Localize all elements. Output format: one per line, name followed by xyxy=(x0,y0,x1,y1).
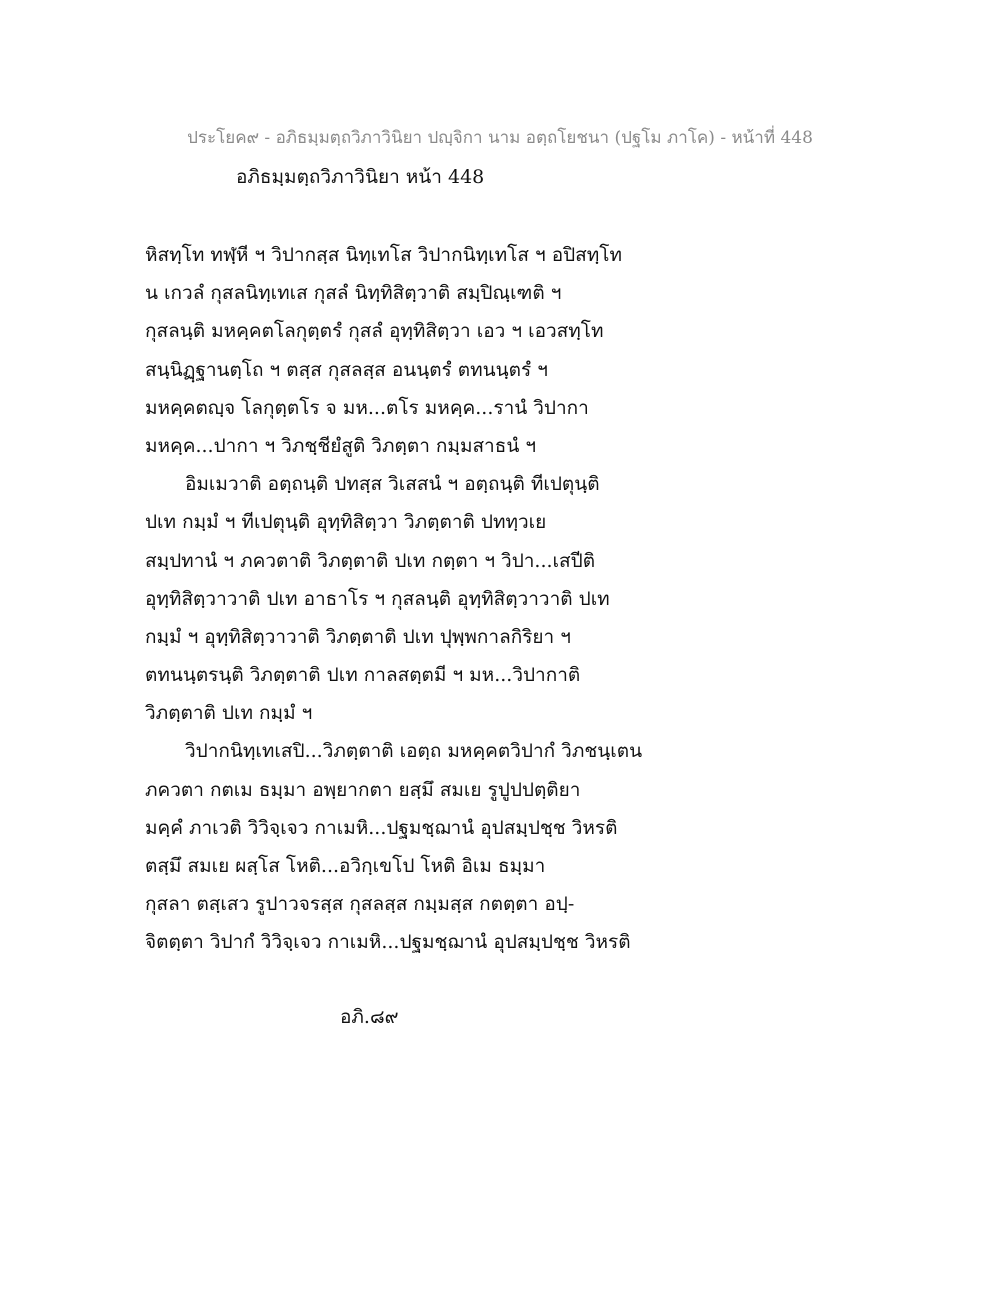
text-line: กมฺมํ ฯ อุทฺทิสิตฺวาวาติ วิภตฺตาติ ปเท ปุพฺพกาลกิริยา ฯ xyxy=(145,625,571,648)
text-line: มหคฺคตญฺจ โลกุตฺตโร จ มห...ตโร มหคฺค...รานํ วิปากา xyxy=(145,396,589,419)
text-line: วิปากนิทฺเทเสปิ...วิภตฺตาติ เอตฺถ มหคฺคตวิปากํ วิภชนฺเตน xyxy=(185,740,643,763)
text-line: อุทฺทิสิตฺวาวาติ ปเท อาธาโร ฯ กุสลนฺติ อุทฺทิสิตฺวาวาติ ปเท xyxy=(145,587,610,610)
text-line: สนฺนิฏฺฐานตฺโถ ฯ ตสฺส กุสลสฺส อนนฺตรํ ตทนนฺตรํ ฯ xyxy=(145,358,548,381)
body-text xyxy=(145,236,705,962)
text-line: น เกวลํ กุสลนิทฺเทเส กุสลํ นิทฺทิสิตฺวาติ สมฺปิณฺเฑติ ฯ xyxy=(145,282,562,305)
text-line: จิตตฺตา วิปากํ วิวิจฺเจว กาเมหิ...ปฐมชฺฌานํ อุปสมฺปชฺช วิหรติ xyxy=(145,931,631,954)
running-header xyxy=(0,124,1000,151)
text-line: กุสลา ตสฺเสว รูปาวจรสฺส กุสลสฺส กมฺมสฺส กตตฺตา อปฺ- xyxy=(145,893,575,916)
text-line: อิมเมวาติ อตฺถนฺติ ปทสฺส วิเสสนํ ฯ อตฺถนฺติ ทีเปตุนฺติ xyxy=(185,473,600,496)
text-line: วิภตฺตาติ ปเท กมฺมํ ฯ xyxy=(145,702,313,725)
text-line: ปเท กมฺมํ ฯ ทีเปตุนฺติ อุทฺทิสิตฺวา วิภตฺตาติ ปททฺวเย xyxy=(145,511,547,534)
text-line: ภควตา กตเม ธมฺมา อพฺยากตา ยสฺมึ สมเย รูปูปปตฺติยา xyxy=(145,778,581,801)
text-line: ตทนนฺตรนฺติ วิภตฺตาติ ปเท กาลสตฺตมี ฯ มห...วิปากาติ xyxy=(145,664,581,687)
text-line: หิสทฺโท ทฬฺหี ฯ วิปากสฺส นิทฺเทโส วิปากนิทฺเทโส ฯ อปิสทฺโท xyxy=(145,244,623,266)
page-heading: อภิธมฺมตฺถวิภาวินิยา หน้า 448 xyxy=(236,166,485,188)
running-title: ประโยค๙ - อภิธมฺมตฺถวิภาวินิยา ปญฺจิกา นาม อตฺถโยชนา (ปฐโม ภาโค) - หน้าที่ 448 xyxy=(187,128,813,148)
text-line: มหคฺค...ปากา ฯ วิภชฺชียํสูติ วิภตฺตา กมฺมสาธนํ ฯ xyxy=(145,434,537,457)
text-line: มคฺคํ ภาเวติ วิวิจฺเจว กาเมหิ...ปฐมชฺฌานํ อุปสมฺปชฺช วิหรติ xyxy=(145,816,618,839)
text-line: กุสลนฺติ มหคฺคตโลกุตฺตรํ กุสลํ อุทฺทิสิตฺวา เอว ฯ เอวสทฺโท xyxy=(145,320,604,343)
text-line: สมฺปทานํ ฯ ภควตาติ วิภตฺตาติ ปเท กตฺตา ฯ วิปา...เสปีติ xyxy=(145,549,596,572)
text-line: ตสฺมึ สมเย ผสฺโส โหติ...อวิกฺเขโป โหติ อิเม ธมฺมา xyxy=(145,855,546,877)
footer-signature: อภิ.๘๙ xyxy=(340,1006,399,1028)
